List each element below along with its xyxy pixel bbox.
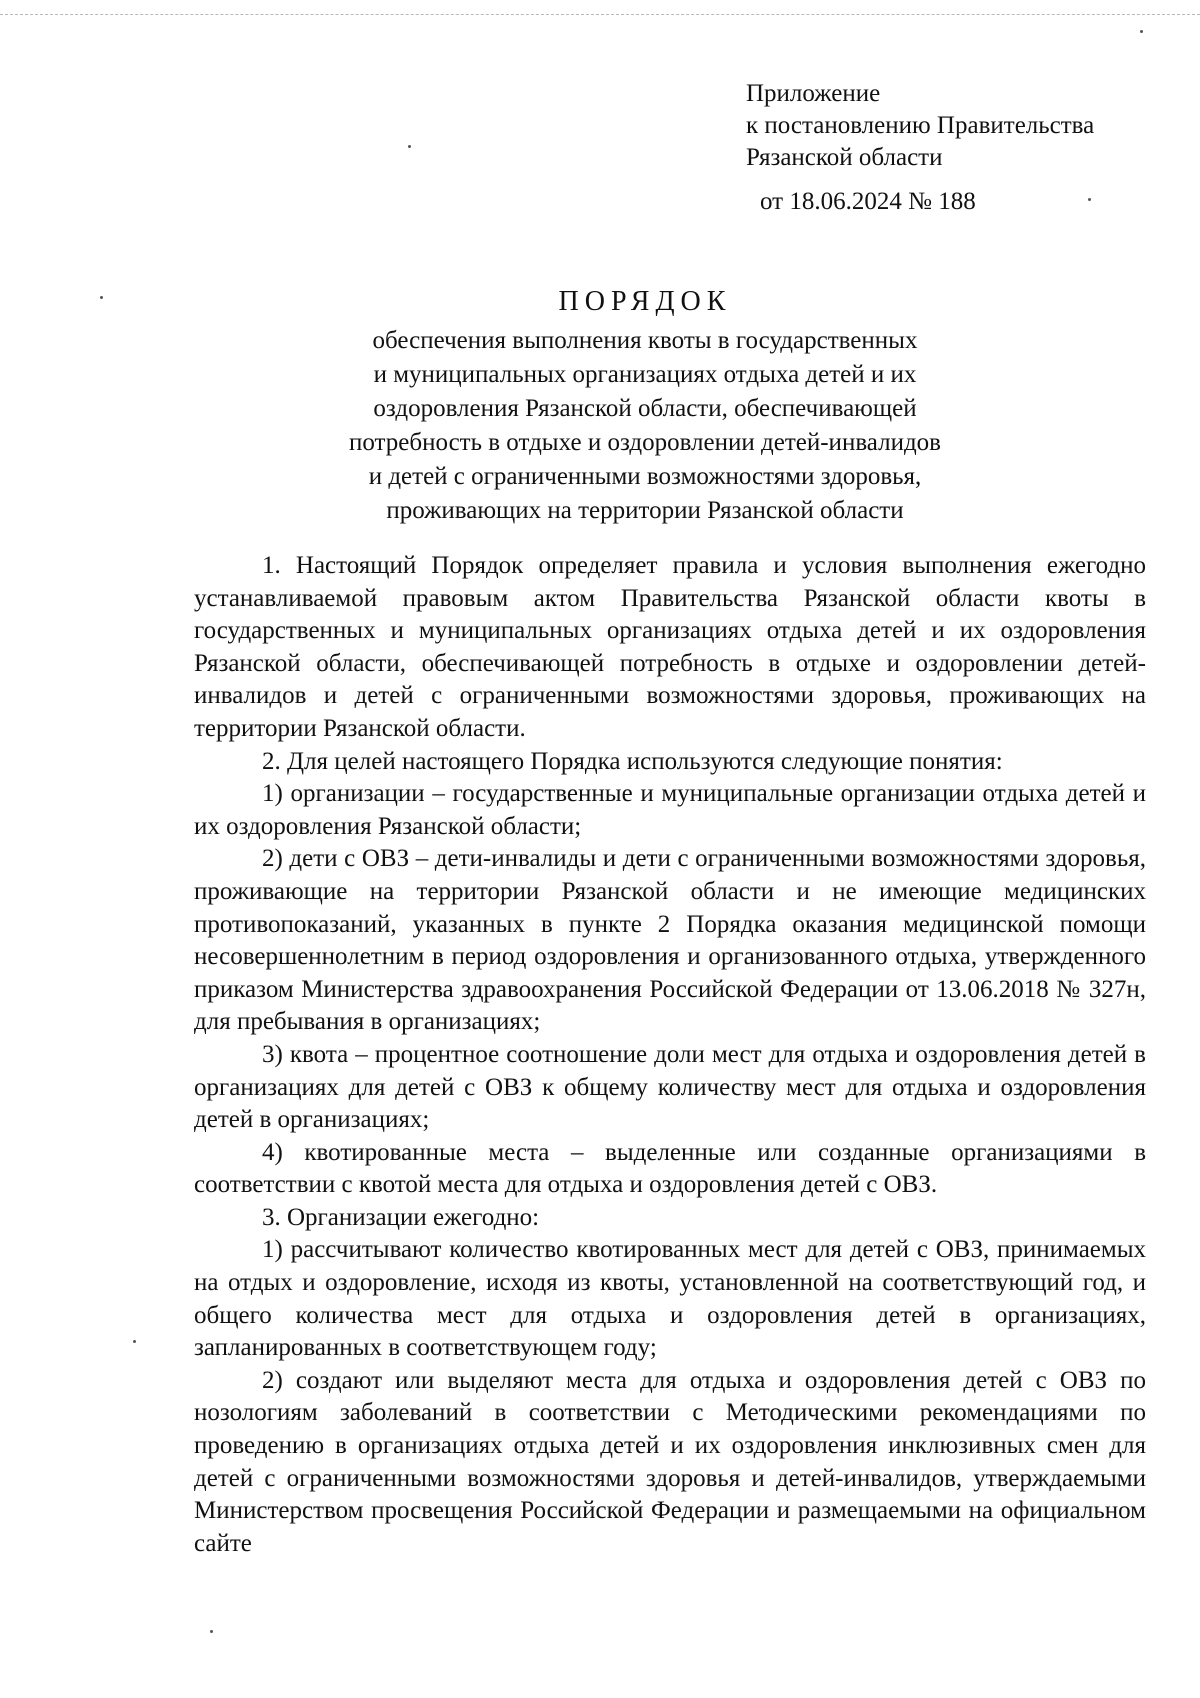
subtitle-line: оздоровления Рязанской области, обеспечивающей [373, 395, 917, 422]
appendix-header [746, 78, 1094, 218]
obligation-2: 2) создают или выделяют места для отдыха и оздоровления детей с ОВЗ по нозологиям заболеваний в соответствии с Методическими рекомендациями по проведению в организациях отдыха детей и их оздоровления инклюзивных смен для детей с ограниченными возможностями здоровья и детей-инвалидов, утверждаемыми Министерством просвещения Российской Федерации и размещаемыми на официальном сайте [194, 1366, 1146, 1557]
scan-speck [210, 1630, 213, 1633]
scan-speck [1140, 30, 1143, 33]
document-title: ПОРЯДОК [558, 286, 732, 317]
title-block [290, 286, 1000, 528]
subtitle-line: обеспечения выполнения квоты в государственных [372, 327, 918, 354]
paragraph-3: 3. Организации ежегодно: [262, 1203, 540, 1231]
definition-2: 2) дети с ОВЗ – дети-инвалиды и дети с ограниченными возможностями здоровья, проживающие на территории Рязанской области и не имеющие медицинских противопоказаний, указанных в пункте 2 Порядка оказания медицинской помощи несовершеннолетним в период оздоровления и организованного отдыха, утвержденного приказом Министерства здравоохранения Российской Федерации от 13.06.2018 № 327н, для пребывания в организациях; [194, 845, 1146, 1036]
scan-speck [133, 1340, 136, 1343]
scan-speck [1088, 198, 1091, 201]
paragraph-2: 2. Для целей настоящего Порядка используются следующие понятия: [262, 747, 1003, 775]
definition-1: 1) организации – государственные и муниципальные организации отдыха детей и их оздоровления Рязанской области; [194, 780, 1146, 840]
definition-4: 4) квотированные места – выделенные или созданные организациями в соответствии с квотой места для отдыха и оздоровления детей с ОВЗ. [194, 1138, 1146, 1199]
appendix-line-2: к постановлению Правительства [746, 112, 1095, 139]
appendix-number: от 18.06.2024 № 188 [760, 188, 976, 215]
scan-edge-line [0, 14, 1200, 15]
scan-speck [408, 145, 411, 148]
subtitle-line: и детей с ограниченными возможностями здоровья, [368, 463, 922, 490]
appendix-line-1: Приложение [746, 80, 881, 107]
scan-speck [100, 296, 103, 299]
document-body [194, 550, 1146, 1560]
subtitle-line: проживающих на территории Рязанской области [386, 497, 904, 524]
appendix-line-3: Рязанской области [746, 144, 943, 171]
subtitle-line: потребность в отдыхе и оздоровлении детей-инвалидов [348, 429, 941, 456]
paragraph-1: 1. Настоящий Порядок определяет правила и условия выполнения ежегодно устанавливаемой правовым актом Правительства Рязанской области квоты в государственных и муниципальных организациях отдыха детей и их оздоровления Рязанской области, обеспечивающей потребность в отдыхе и оздоровлении детей-инвалидов и детей с ограниченными возможностями здоровья, проживающих на территории Рязанской области. [194, 552, 1146, 742]
definition-3: 3) квота – процентное соотношение доли мест для отдыха и оздоровления детей в организациях для детей с ОВЗ к общему количеству мест для отдыха и оздоровления детей в организациях; [194, 1040, 1146, 1134]
obligation-1: 1) рассчитывают количество квотированных мест для детей с ОВЗ, принимаемых на отдых и оздоровление, исходя из квоты, установленной на соответствующий год, и общего количества мест для отдыха и оздоровления детей в организациях, запланированных в соответствующем году; [194, 1236, 1146, 1362]
document-subtitle [290, 324, 1000, 528]
subtitle-line: и муниципальных организациях отдыха детей и их [373, 361, 917, 388]
